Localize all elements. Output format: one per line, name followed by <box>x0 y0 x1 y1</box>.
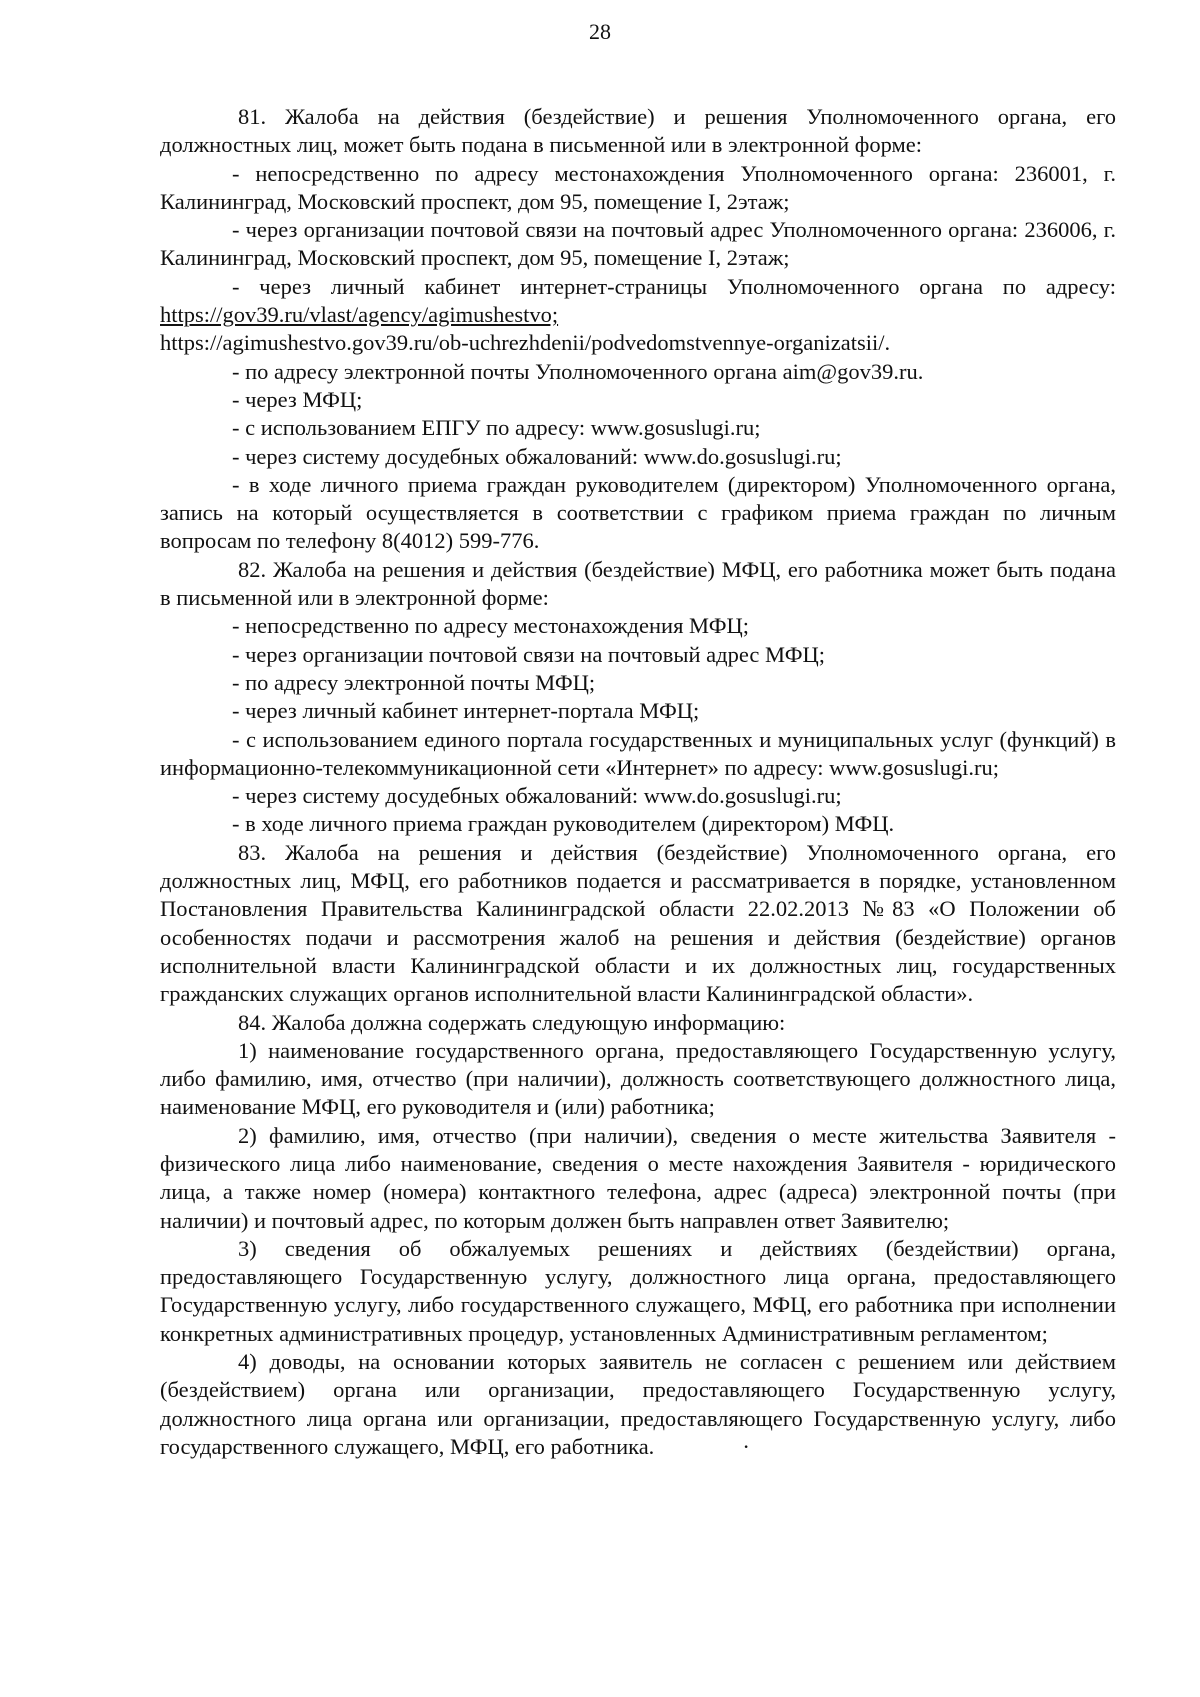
paragraph-84-intro: 84. Жалоба должна содержать следующую информацию: <box>238 1009 786 1035</box>
paragraph-82-item-5: - с использованием единого портала государственных и муниципальных услуг (функций) в информационно-телекоммуникационной сети «Интернет» по адресу: www.gosuslugi.ru; <box>160 726 1116 780</box>
paragraph-83: 83. Жалоба на решения и действия (бездействие) Уполномоченного органа, его должностных лиц, МФЦ, его работников подается и рассматривается в порядке, установленном Постановления Правительства Калининградской области 22.02.2013 №83 «О Положении об особенностях подачи и рассмотрения жалоб на решения и действия (бездействие) органов исполнительной власти Калининградской области и их должностных лиц, государственных гражданских служащих органов исполнительной власти Калининградской области». <box>160 839 1116 1007</box>
paragraph-82-item-7: - в ходе личного приема граждан руководителем (директором) МФЦ. <box>232 811 895 837</box>
paragraph-82-item-3: - по адресу электронной почты МФЦ; <box>232 669 596 695</box>
paragraph-84-item-1: 1) наименование государственного органа, предоставляющего Государственную услугу, либо фамилию, имя, отчество (при наличии), должность соответствующего должностного лица, наименование МФЦ, его руководителя и (или) работника; <box>160 1037 1116 1120</box>
paragraph-81-item-7: - через систему досудебных обжалований: www.do.gosuslugi.ru; <box>232 443 842 469</box>
link-agency[interactable] <box>160 301 1116 329</box>
paragraph-82-item-6: - через систему досудебных обжалований: www.do.gosuslugi.ru; <box>232 783 842 809</box>
paragraph-81-item-2: - через организации почтовой связи на почтовый адрес Уполномоченного органа: 236006, г. Калининград, Московский проспект, дом 95, помещение I, 2этаж; <box>160 217 1116 271</box>
paragraph-81-item-3: - через личный кабинет интернет-страницы Уполномоченного органа по адресу: <box>232 273 1116 299</box>
paragraph-84-item-3: 3) сведения об обжалуемых решениях и действиях (бездействии) органа, предоставляющего Государственную услугу, должностного лица органа, предоставляющего Государственную услугу, либо государственного служащего, МФЦ, его работника при исполнении конкретных административных процедур, установленных Административным регламентом; <box>160 1235 1116 1346</box>
paragraph-84-item-2: 2) фамилию, имя, отчество (при наличии), сведения о месте жительства Заявителя - физического лица либо наименование, сведения о месте нахождения Заявителя - юридического лица, а также номер (номера) контактного телефона, адрес (адреса) электронной почты (при наличии) и почтовый адрес, по которым должен быть направлен ответ Заявителю; <box>160 1122 1116 1233</box>
document-body <box>160 103 1116 1461</box>
paragraph-82-item-4: - через личный кабинет интернет-портала МФЦ; <box>232 698 700 724</box>
paragraph-84-item-4-text: 4) доводы, на основании которых заявитель не согласен с решением или действием (бездействием) органа или организации, предоставляющего Государственную услугу, должностного лица органа или организации, предоставляющего Государственную услугу, либо государственного служащего, МФЦ, его работника. <box>160 1349 1116 1459</box>
link-agency-text[interactable]: https://gov39.ru/vlast/agency/agimushestvo; <box>160 302 559 328</box>
paragraph-82-item-1: - непосредственно по адресу местонахождения МФЦ; <box>232 613 750 639</box>
paragraph-81-item-6: - с использованием ЕПГУ по адресу: www.gosuslugi.ru; <box>232 415 761 441</box>
page-number: 28 <box>589 19 611 44</box>
paragraph-81-item-1: - непосредственно по адресу местонахождения Уполномоченного органа: 236001, г. Калининград, Московский проспект, дом 95, помещение I, 2этаж; <box>160 160 1116 214</box>
paragraph-82-item-2: - через организации почтовой связи на почтовый адрес МФЦ; <box>232 641 825 667</box>
paragraph-81-intro: 81. Жалоба на действия (бездействие) и решения Уполномоченного органа, его должностных лиц, может быть подана в письменной или в электронной форме: <box>160 104 1116 158</box>
paragraph-81-item-4: - по адресу электронной почты Уполномоченного органа aim@gov39.ru. <box>232 358 924 384</box>
paragraph-82-intro: 82. Жалоба на решения и действия (бездействие) МФЦ, его работника может быть подана в письменной или в электронной форме: <box>160 556 1116 611</box>
link-subordinate-orgs: https://agimushestvo.gov39.ru/ob-uchrezhdenii/podvedomstvennye-organizatsii/. <box>160 330 891 356</box>
paragraph-81-item-8: - в ходе личного приема граждан руководителем (директором) Уполномоченного органа, запись на который осуществляется в соответствии с графиком приема граждан по личным вопросам по телефону 8(4012) 599-776. <box>160 471 1116 554</box>
paragraph-81-item-5: - через МФЦ; <box>232 386 363 412</box>
paragraph-84-item-4 <box>160 1348 1116 1461</box>
end-mark: · <box>742 1433 750 1459</box>
